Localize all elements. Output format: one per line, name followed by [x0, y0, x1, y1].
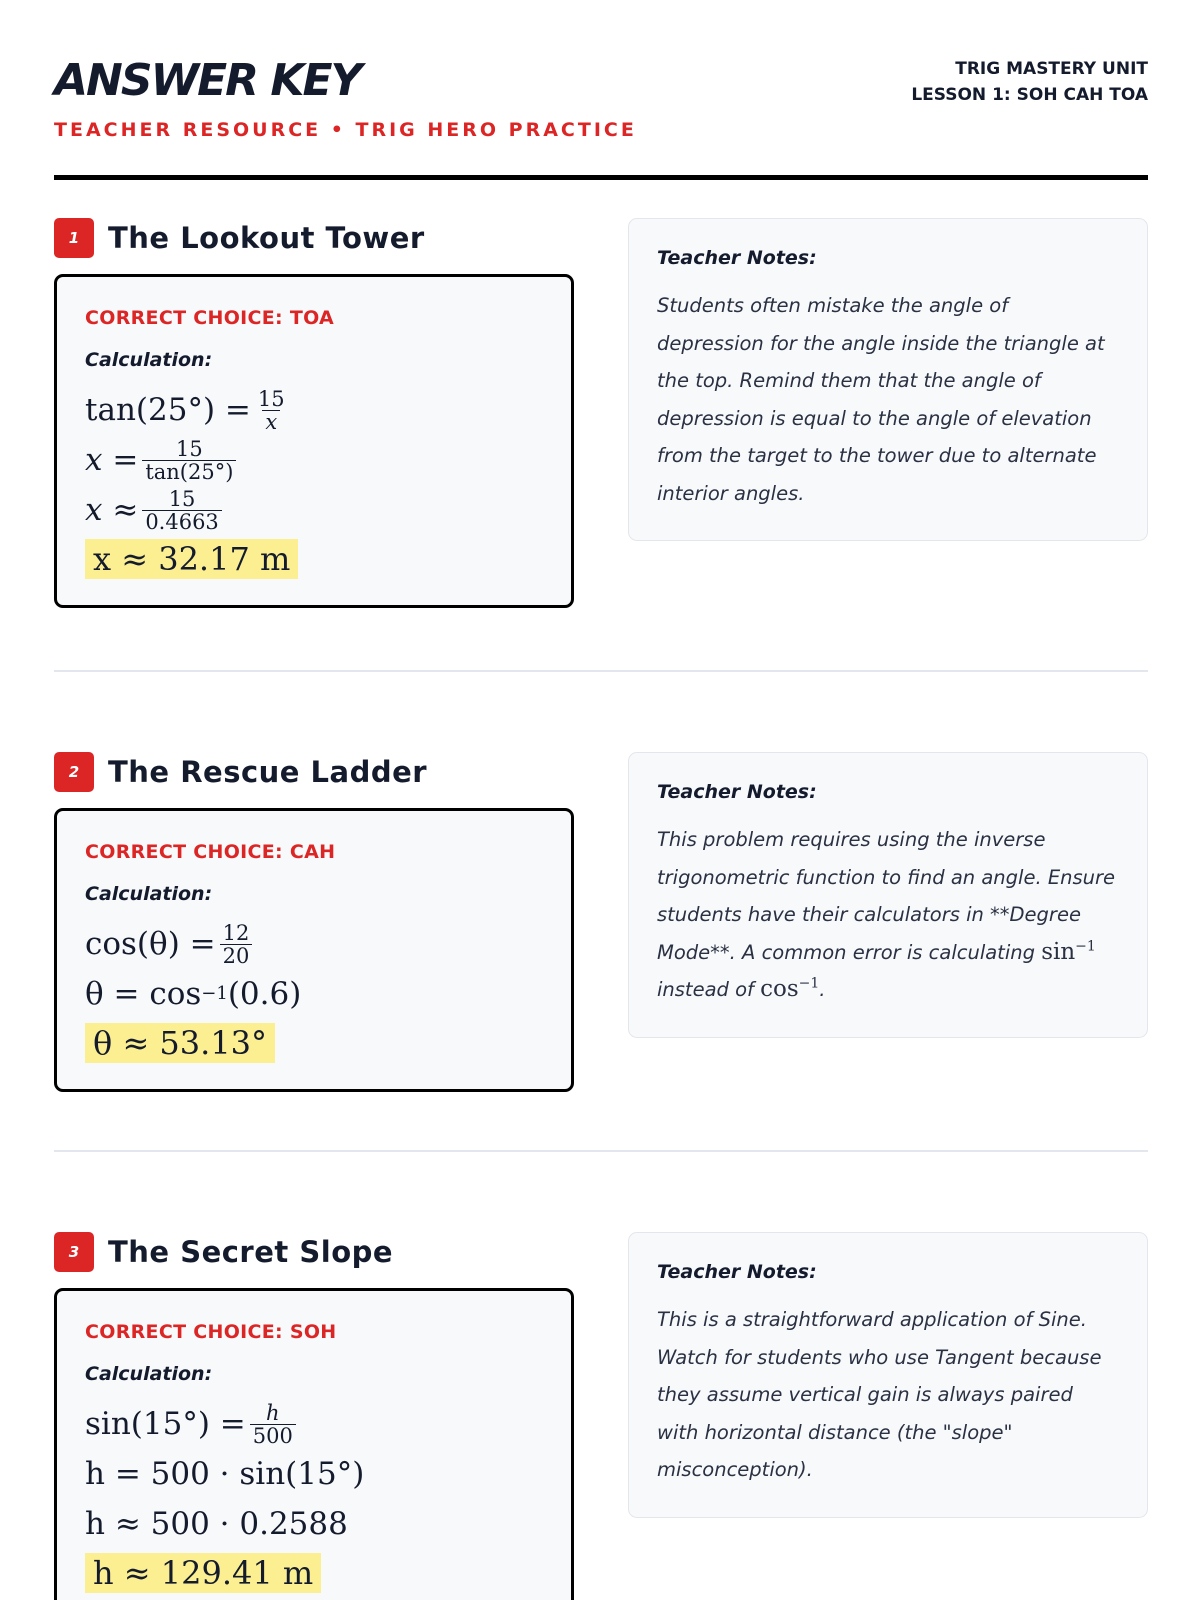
denominator: 20	[220, 944, 253, 967]
final-answer-highlight: θ ≈ 53.13°	[85, 1023, 275, 1063]
calc-step	[85, 485, 543, 535]
calculation-steps	[85, 385, 543, 579]
numerator: 15	[168, 486, 196, 511]
calculation-label: Calculation:	[85, 349, 213, 371]
calculation-label: Calculation:	[85, 883, 213, 905]
problem-header	[54, 1232, 393, 1272]
notes-fragment: instead of	[657, 978, 754, 1001]
cos-function: cos	[760, 976, 799, 1002]
sin-inverse-math	[1041, 939, 1096, 965]
correct-choice: CORRECT CHOICE: TOA	[85, 307, 335, 329]
problem-number-badge: 2	[54, 752, 94, 792]
page-subtitle: TEACHER RESOURCE • TRIG HERO PRACTICE	[54, 119, 637, 141]
answer-box	[54, 808, 574, 1092]
page-title: ANSWER KEY	[54, 55, 361, 106]
unit-name: TRIG MASTERY UNIT	[955, 59, 1148, 79]
problem-title: The Rescue Ladder	[108, 755, 428, 789]
calc-step: h ≈ 500 · 0.2588	[85, 1506, 348, 1542]
calculation-steps	[85, 919, 543, 1063]
fraction	[142, 438, 236, 483]
calc-step	[85, 385, 543, 435]
equation-lhs: tan(25°) =	[85, 392, 251, 428]
teacher-notes-text: Students often mistake the angle of depression for the angle inside the triangle at the top. Remind them that the angle of depression is equal to the angle of elevation from the target to the tower due to alternate interior angles.	[657, 294, 1105, 505]
equation-lhs: cos(θ) =	[85, 926, 216, 962]
fraction	[142, 488, 221, 533]
calc-step	[85, 919, 543, 969]
answer-box	[54, 1288, 574, 1600]
cos-inverse-math	[760, 976, 819, 1002]
teacher-notes-box	[628, 1232, 1148, 1518]
correct-choice: CORRECT CHOICE: SOH	[85, 1321, 337, 1343]
teacher-notes-label: Teacher Notes:	[657, 781, 817, 803]
teacher-notes-box	[628, 218, 1148, 541]
calculation-label: Calculation:	[85, 1363, 213, 1385]
sin-function: sin	[1041, 938, 1076, 965]
page-header	[54, 0, 1148, 182]
final-answer-highlight: h ≈ 129.41 m	[85, 1553, 321, 1593]
calculation-steps	[85, 1399, 543, 1593]
numerator: 12	[222, 920, 250, 945]
inverse-exponent: −1	[1075, 937, 1096, 954]
problem-number-badge: 3	[54, 1232, 94, 1272]
teacher-notes-label: Teacher Notes:	[657, 1261, 817, 1283]
teacher-notes-text: This is a straightforward application of Sine. Watch for students who use Tangent because they assume vertical gain is always paired with horizontal distance (the "slope" misconception).	[657, 1308, 1102, 1481]
problem-number-badge: 1	[54, 218, 94, 258]
numerator: h	[266, 1400, 280, 1425]
final-answer-highlight: x ≈ 32.17 m	[85, 539, 298, 579]
fraction	[220, 922, 253, 967]
problem-header	[54, 752, 427, 792]
lesson-name: LESSON 1: SOH CAH TOA	[911, 85, 1148, 105]
equation-part: θ = cos	[85, 976, 202, 1012]
denominator: 0.4663	[142, 510, 221, 533]
unit-info	[911, 56, 1148, 108]
calc-step: h = 500 · sin(15°)	[85, 1456, 365, 1492]
calc-step	[85, 435, 543, 485]
fraction	[250, 1402, 296, 1447]
denominator: tan(25°)	[142, 460, 236, 483]
calc-step: θ = cos −1 (0.6)	[85, 969, 543, 1019]
equation-lhs: sin(15°) =	[85, 1406, 246, 1442]
header-divider	[54, 175, 1148, 180]
teacher-notes-label: Teacher Notes:	[657, 247, 817, 269]
notes-fragment: This problem requires using the inverse trigonometric function to find an angle. Ensure students have their calculators in **Degree Mode**. A common error is calculating	[657, 828, 1116, 964]
calc-step	[85, 1399, 543, 1449]
section-divider	[54, 1150, 1148, 1152]
problem-header	[54, 218, 425, 258]
section-divider	[54, 670, 1148, 672]
equation-lhs: x =	[85, 442, 139, 478]
denominator: 500	[250, 1424, 296, 1447]
problem-title: The Secret Slope	[108, 1235, 394, 1269]
equation-lhs: x ≈	[85, 492, 139, 528]
equation-part: (0.6)	[227, 976, 302, 1012]
numerator: 15	[257, 386, 285, 411]
problem-title: The Lookout Tower	[108, 221, 425, 255]
denominator: x	[262, 410, 280, 433]
notes-fragment: .	[819, 978, 826, 1001]
answer-box	[54, 274, 574, 608]
correct-choice: CORRECT CHOICE: CAH	[85, 841, 336, 863]
teacher-notes-text	[657, 821, 1119, 1009]
numerator: 15	[175, 436, 203, 461]
teacher-notes-box	[628, 752, 1148, 1038]
fraction	[255, 388, 288, 433]
inverse-exponent: −1	[798, 975, 820, 992]
